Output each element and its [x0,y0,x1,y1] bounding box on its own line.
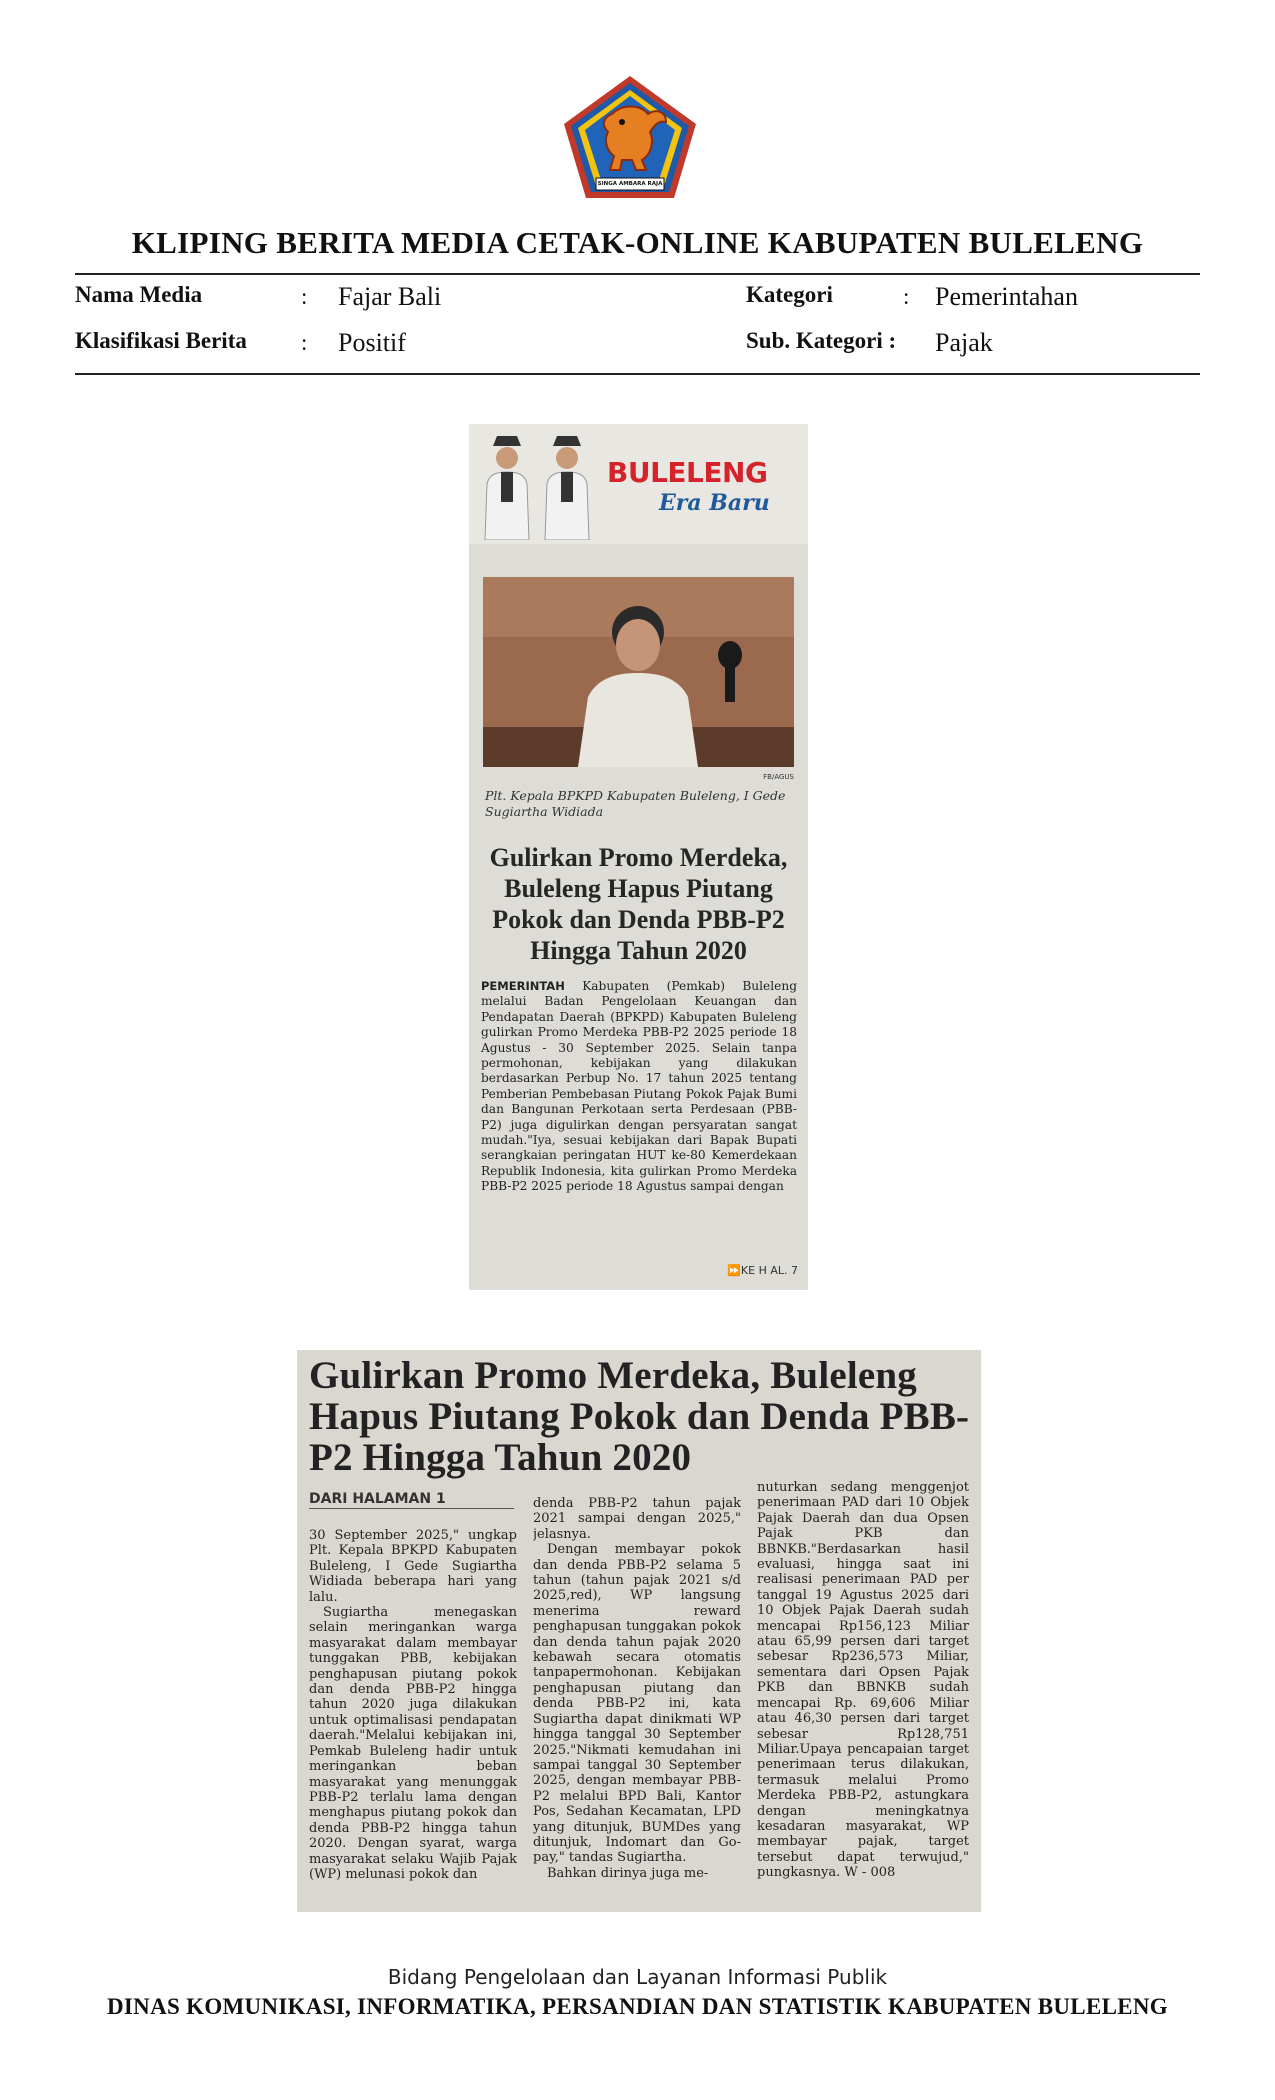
classification-colon: : [301,330,308,355]
banner-subtitle: Era Baru [659,490,770,516]
category-label: Kategori [746,282,833,307]
continued-marker: ⏩KE H AL. 7 [727,1264,798,1277]
front-headline: Gulirkan Promo Merdeka, Buleleng Hapus Piutang Pokok dan Denda PBB-P2 Hingga Tahun 2020 [489,843,788,965]
article-column-1 [309,1528,517,1908]
classification-value: Positif [338,328,406,357]
newspaper-clipping-continuation [297,1350,981,1912]
logo-motto: SINGA AMBARA RAJA [597,181,663,187]
footer-agency: DINAS KOMUNIKASI, INFORMATIKA, PERSANDIAN DAN STATISTIK KABUPATEN BULELENG [107,1994,1168,2019]
article-column-2 [533,1496,741,1908]
regency-logo [562,74,698,200]
article-column-3 [757,1480,969,1908]
column2-paragraph-1: denda PBB-P2 tahun pajak 2021 sampai dengan 2025," jelasnya. [533,1496,741,1542]
front-article-body [481,979,797,1195]
classification-label: Klasifikasi Berita [75,328,247,353]
front-body-text: Kabupaten (Pemkab) Buleleng melalui Badan Pengelolaan Keuangan dan Pendapatan Daerah (BPKPD) Kabupaten Buleleng gulirkan Promo Merdeka PBB-P2 2025 periode 18 Agustus - 30 September 2025. Selain tanpa permohonan, kebijakan yang dilakukan berdasarkan Perbup No. 17 tahun 2025 tentang Pemberian Pembebasan Piutang Pokok Pajak Bumi dan Bangunan Perkotaan serta Perdesaan (PBB-P2) juga digulirkan dengan persyaratan sangat mudah."Iya, sesuai kebijakan dari Bapak Bupati serangkaian peringatan HUT ke-80 Kemerdekaan Republik Indonesia, kita gulirkan Promo Merdeka PBB-P2 2025 periode 18 Agustus sampai dengan [481,979,798,1194]
subcategory-value: Pajak [935,328,993,357]
page-title: KLIPING BERITA MEDIA CETAK-ONLINE KABUPATEN BULELENG [131,225,1144,260]
header-top-rule [75,273,1200,275]
column2-paragraph-2: Dengan membayar pokok dan denda PBB-P2 selama 5 tahun (tahun pajak 2021 s/d 2025,red), WP langsung menerima reward penghapusan tunggakan pokok dan denda tahun pajak 2020 kebawah secara otomatis tanpapermohonan. Kebijakan penghapusan piutang dan denda PBB-P2 ini, kata Sugiartha dapat dinikmati WP hingga tanggal 30 September 2025."Nikmati kemudahan ini sampai tanggal 30 September 2025, dengan membayar PBB-P2 melalui BPD Bali, Kantor Pos, Sedahan Kecamatan, LPD yang ditunjuk, BUMDes yang ditunjuk, Indomart dan Go-pay," tandas Sugiartha. [533,1542,741,1866]
photo-caption: Plt. Kepala BPKPD Kabupaten Buleleng, I Gede Sugiartha Widiada [485,788,786,819]
media-colon: : [301,284,308,309]
news-photo [483,577,794,767]
column-banner [469,424,808,544]
regent-portrait [479,432,535,540]
column3-paragraph-1: nuturkan sedang menggenjot penerimaan PAD dari 10 Objek Pajak Daerah dan dua Opsen Pajak PKB dan BBNKB."Berdasarkan hasil evaluasi, hingga saat ini realisasi penerimaan PAD per tanggal 19 Agustus 2025 dari 10 Objek Pajak Daerah sudah mencapai Rp156,123 Miliar atau 65,99 persen dari target sebesar Rp236,573 Miliar, sementara dari Opsen Pajak PKB dan BBNKB sudah mencapai Rp. 69,606 Miliar atau 46,30 persen dari target sebesar Rp128,751 Miliar.Upaya pencapaian target penerimaan terus dilakukan, termasuk melalui Promo Merdeka PBB-P2, astungkara dengan meningkatnya kesadaran masyarakat, WP membayar pajak, target tersebut dapat terwujud," pungkasnya. W - 008 [757,1480,969,1881]
media-label: Nama Media [75,282,203,307]
footer-division: Bidang Pengelolaan dan Layanan Informasi Publik [387,1965,888,1989]
section-label: DARI HALAMAN 1 [309,1491,514,1509]
column2-paragraph-3: Bahkan dirinya juga me- [547,1865,709,1881]
column1-paragraph-2: Sugiartha menegaskan selain meringankan warga masyarakat dalam membayar tunggakan PBB, kebijakan penghapusan piutang pokok dan denda PBB-P2 hingga tahun 2020 juga dilakukan untuk optimalisasi pendapatan daerah."Melalui kebijakan ini, Pemkab Buleleng hadir untuk meringankan beban masyarakat yang menunggak PBB-P2 terlalu lama dengan menghapus piutang pokok dan denda PBB-P2 hingga tahun 2020. Dengan syarat, warga masyarakat selaku Wajib Pajak (WP) melunasi pokok dan [309,1605,517,1882]
newspaper-clipping-front [469,424,808,1290]
column1-paragraph-1: 30 September 2025," ungkap Plt. Kepala BPKPD Kabupaten Buleleng, I Gede Sugiartha Widiada beberapa hari yang lalu. [309,1528,517,1605]
continuation-headline: Gulirkan Promo Merdeka, Buleleng Hapus Piutang Pokok dan Denda PBB-P2 Hingga Tahun 2020 [309,1354,970,1479]
banner-title: BULELENG [607,456,768,489]
category-value: Pemerintahan [935,282,1078,311]
subcategory-label: Sub. Kategori : [746,328,897,353]
media-value: Fajar Bali [338,282,442,311]
photo-credit: FB/AGUS [763,773,794,781]
category-colon: : [903,284,910,309]
header-bottom-rule [75,373,1200,375]
lead-word: PEMERINTAH [481,979,565,993]
vice-regent-portrait [539,432,595,540]
